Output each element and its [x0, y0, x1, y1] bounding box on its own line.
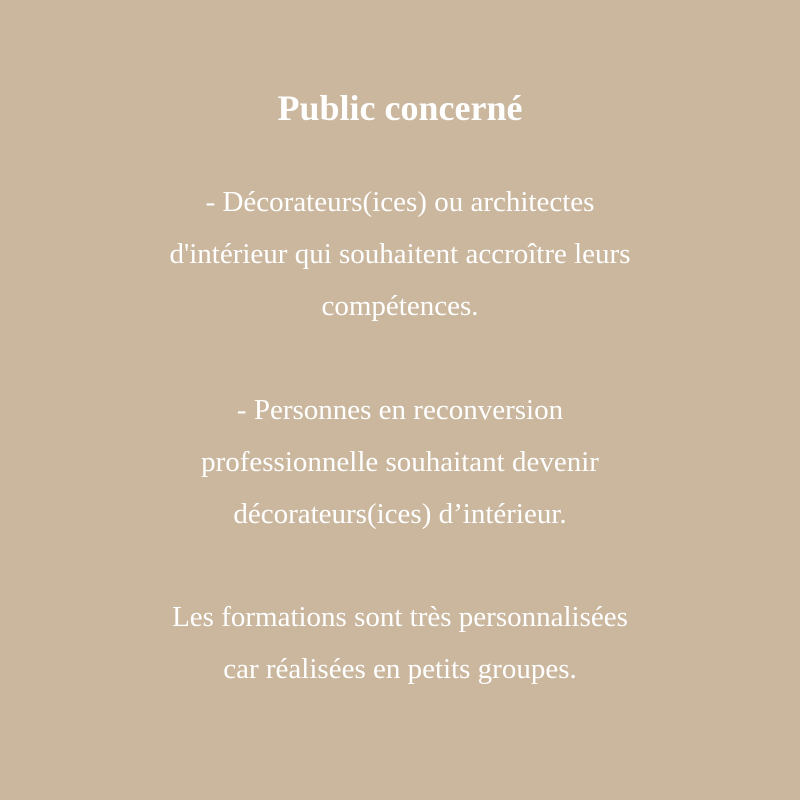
audience-reconversion-paragraph: [0, 384, 800, 540]
audience-decorators-paragraph: [0, 176, 800, 332]
text-line: car réalisées en petits groupes.: [223, 653, 577, 685]
text-line: Les formations sont très personnalisées: [172, 601, 628, 633]
text-line: décorateurs(ices) d’intérieur.: [233, 498, 567, 530]
small-groups-paragraph: [0, 591, 800, 695]
text-line: d'intérieur qui souhaitent accroître leurs: [169, 238, 631, 270]
text-line: - Personnes en reconversion: [236, 394, 564, 426]
page-title: Public concerné: [277, 88, 523, 128]
text-line: professionnelle souhaitant devenir: [201, 446, 599, 478]
text-line: compétences.: [321, 290, 479, 322]
text-line: - Décorateurs(ices) ou architectes: [205, 186, 595, 218]
